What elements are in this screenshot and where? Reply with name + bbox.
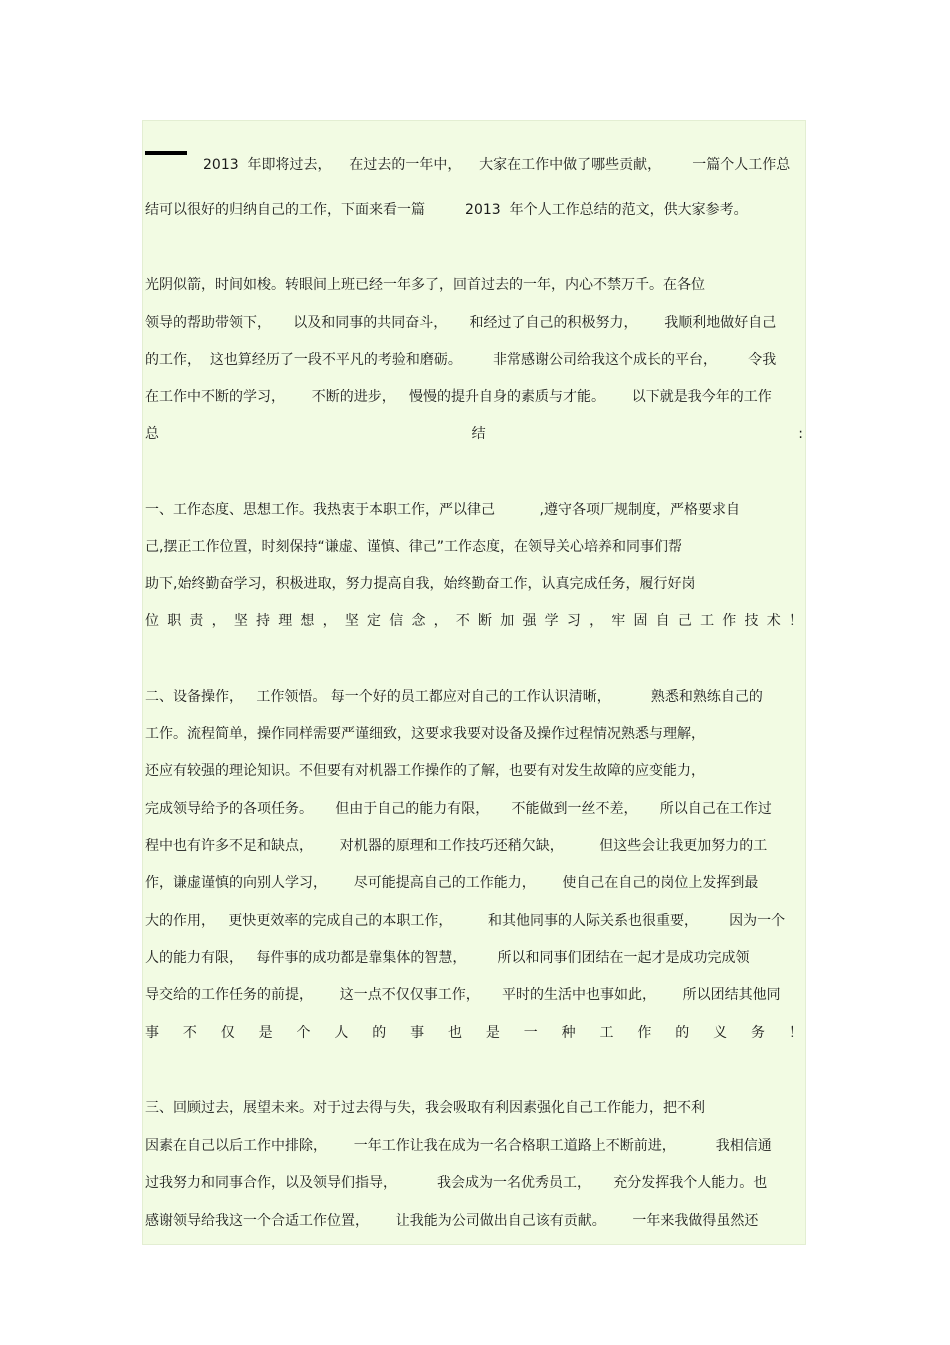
text-line (145, 834, 803, 858)
text-line (145, 1209, 803, 1233)
text-char: 己 (677, 613, 692, 629)
text-line (145, 759, 803, 783)
text-char: 是 (258, 1025, 273, 1041)
text-char: 是 (485, 1025, 500, 1041)
text-char: 技 (744, 613, 759, 629)
text-char: 不 (455, 613, 470, 629)
document-page (142, 120, 806, 1245)
text-char: 一 (523, 1025, 538, 1041)
text-line (145, 946, 803, 970)
text-line-content: 结可以很好的归纳自己的工作，下面来看一篇 2013 年个人工作总结的范文，供大家参考。 (145, 202, 748, 218)
text-char: 职 (167, 613, 182, 629)
text-line (145, 153, 803, 177)
text-char: 坚 (344, 613, 359, 629)
text-char: 断 (478, 613, 493, 629)
text-char: 持 (256, 613, 271, 629)
justified-text-line (145, 1021, 803, 1045)
text-char: 工 (599, 1025, 614, 1041)
text-char: 强 (522, 613, 537, 629)
text-char: 坚 (233, 613, 248, 629)
text-char: ！ (788, 1025, 803, 1041)
text-line-content: 领导的帮助带领下， 以及和同事的共同奋斗， 和经过了自己的积极努力， 我顺利地做好自己 (145, 315, 777, 331)
text-line-content: 感谢领导给我这一个合适工作位置， 让我能为公司做出自己该有贡献。 一年来我做得虽然还 (145, 1213, 759, 1229)
text-line (145, 273, 803, 297)
text-line-content: 因素在自己以后工作中排除， 一年工作让我在成为一名合格职工道路上不断前进， 我相信通 (145, 1138, 772, 1154)
text-char: 学 (544, 613, 559, 629)
text-char: 加 (500, 613, 515, 629)
text-char: 想 (300, 613, 315, 629)
text-char: 人 (334, 1025, 349, 1041)
text-char: 种 (561, 1025, 576, 1041)
text-char: ， (589, 613, 604, 629)
text-line (145, 1096, 803, 1120)
text-char: ， (322, 613, 337, 629)
text-line-content: 工作。流程简单，操作同样需要严谨细致，这要求我要对设备及操作过程情况熟悉与理解， (145, 726, 705, 742)
text-line-content: 人的能力有限， 每件事的成功都是靠集体的智慧， 所以和同事们团结在一起才是成功完成领 (145, 950, 750, 966)
text-line-content: 大的作用， 更快更效率的完成自己的本职工作， 和其他同事的人际关系也很重要， 因为一个 (145, 913, 786, 929)
text-line (145, 1134, 803, 1158)
text-line-content: 在工作中不断的学习， 不断的进步， 慢慢的提升自身的素质与才能。 以下就是我今年的工作 (145, 389, 772, 405)
text-char: 个 (296, 1025, 311, 1041)
text-char: 作 (722, 613, 737, 629)
text-line-content: 作，谦虚谨慎的向别人学习， 尽可能提高自己的工作能力， 使自己在自己的岗位上发挥到最 (145, 875, 759, 891)
text-line-content: 一、工作态度、思想工作。我热衷于本职工作，严以律己 ,遵守各项厂规制度，严格要求自 (145, 502, 740, 518)
text-char: 定 (367, 613, 382, 629)
text-char: 信 (389, 613, 404, 629)
text-char: 术 (766, 613, 781, 629)
justified-text-line (145, 609, 803, 633)
text-line (145, 909, 803, 933)
text-line (145, 385, 803, 409)
text-char: 不 (182, 1025, 197, 1041)
text-char: 事 (145, 1025, 159, 1041)
text-line (145, 685, 803, 709)
text-char: 固 (633, 613, 648, 629)
text-char: 务 (751, 1025, 765, 1041)
text-char: 总 (145, 426, 159, 442)
text-char: 结 (471, 426, 486, 442)
text-char: 习 (566, 613, 581, 629)
text-line (145, 1171, 803, 1195)
text-char: : (798, 426, 803, 442)
text-line (145, 722, 803, 746)
text-char: 的 (372, 1025, 387, 1041)
text-line-content: 己,摆正工作位置，时刻保持“谦虚、谨慎、律己”工作态度，在领导关心培养和同事们帮 (145, 539, 682, 555)
text-char: 工 (700, 613, 715, 629)
text-line (145, 311, 803, 335)
text-char: 作 (637, 1025, 652, 1041)
text-line-content: 光阴似箭，时间如梭。转眼间上班已经一年多了，回首过去的一年，内心不禁万千。在各位 (145, 277, 705, 293)
text-char: 理 (278, 613, 293, 629)
text-char: 仅 (220, 1025, 235, 1041)
text-line-content: 三、回顾过去，展望未来。对于过去得与失，我会吸取有利因素强化自己工作能力，把不利 (145, 1100, 705, 1116)
text-char: ！ (788, 613, 803, 629)
text-char: 位 (145, 613, 159, 629)
text-char: 事 (410, 1025, 425, 1041)
text-line (145, 535, 803, 559)
text-line-content: 助下,始终勤奋学习，积极进取，努力提高自我，始终勤奋工作，认真完成任务，履行好岗 (145, 576, 696, 592)
justified-text-line (145, 422, 803, 446)
text-char: 责 (189, 613, 204, 629)
text-char: 也 (448, 1025, 462, 1041)
text-char: 自 (655, 613, 670, 629)
text-char: 的 (675, 1025, 690, 1041)
text-line-content: 还应有较强的理论知识。不但要有对机器工作操作的了解，也要有对发生故障的应变能力， (145, 763, 705, 779)
text-line (145, 871, 803, 895)
text-line-content: 程中也有许多不足和缺点， 对机器的原理和工作技巧还稍欠缺， 但这些会让我更加努力的工 (145, 838, 768, 854)
text-line (145, 797, 803, 821)
text-char: 义 (713, 1025, 728, 1041)
text-char: 牢 (611, 613, 626, 629)
text-line (145, 983, 803, 1007)
text-line (145, 572, 803, 596)
text-char: 念 (411, 613, 426, 629)
text-line (145, 198, 803, 222)
text-line-content: 2013 年即将过去， 在过去的一年中， 大家在工作中做了哪些贡献， 一篇个人工作总 (203, 157, 791, 173)
text-line-content: 过我努力和同事合作，以及领导们指导， 我会成为一名优秀员工， 充分发挥我个人能力。也 (145, 1175, 768, 1191)
text-line-content: 二、设备操作， 工作领悟。 每一个好的员工都应对自己的工作认识清晰， 熟悉和熟练自己的 (145, 689, 763, 705)
text-line-content: 的工作， 这也算经历了一段不平凡的考验和磨砺。 非常感谢公司给我这个成长的平台， 令我 (145, 352, 777, 368)
text-line (145, 498, 803, 522)
text-line-content: 完成领导给予的各项任务。 但由于自己的能力有限， 不能做到一丝不差， 所以自己在工作过 (145, 801, 772, 817)
text-line-content: 导交给的工作任务的前提， 这一点不仅仅事工作， 平时的生活中也事如此， 所以团结其他同 (145, 987, 781, 1003)
text-char: ， (211, 613, 226, 629)
text-line (145, 348, 803, 372)
text-char: ， (433, 613, 448, 629)
